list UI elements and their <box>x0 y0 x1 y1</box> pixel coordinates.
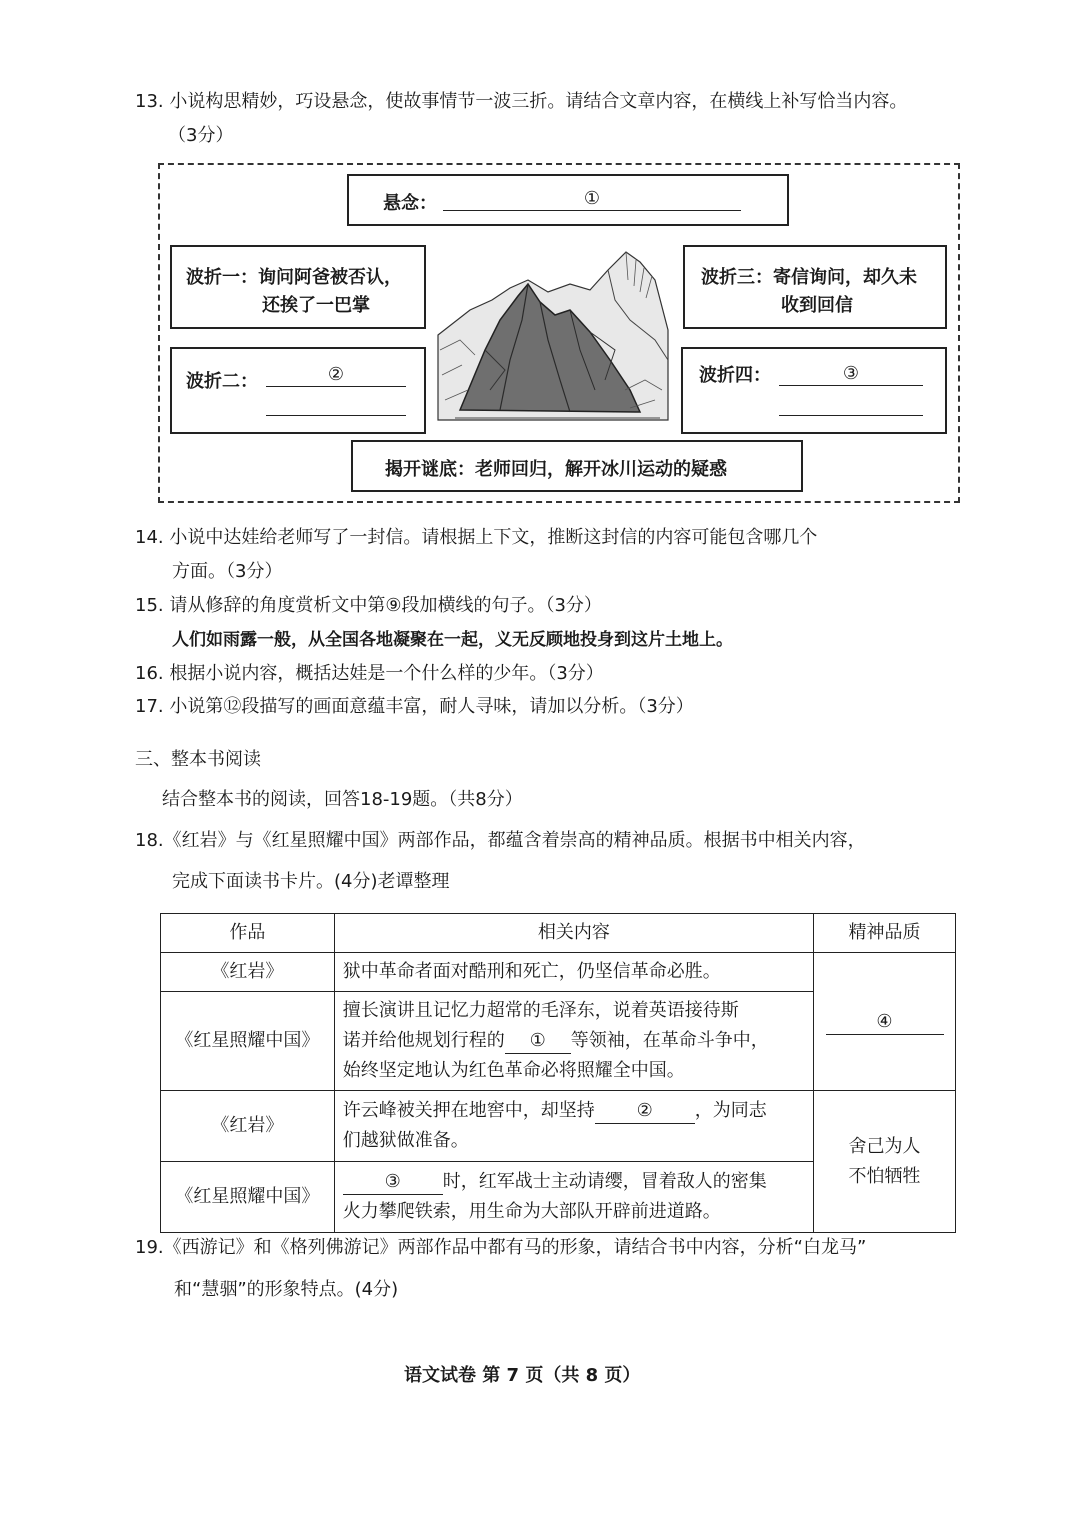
twist4-label: 波折四： <box>699 365 771 386</box>
table-row <box>161 1091 956 1162</box>
header-quality: 精神品质 <box>814 914 956 953</box>
header-work: 作品 <box>161 914 335 953</box>
q14-line2: 方面。（3分） <box>172 561 283 582</box>
blank-3-line2[interactable] <box>779 415 923 416</box>
reading-card-table <box>160 913 956 1233</box>
q15-quote: 人们如雨露一般，从全国各地凝聚在一起，义无反顾地投身到这片土地上。 <box>172 630 733 650</box>
q19-line2: 和“慧骃”的形象特点。(4分) <box>174 1279 399 1300</box>
suspense-label: 悬念： <box>383 193 437 214</box>
twist3-line1: 波折三：寄信询问，却久未 <box>701 267 917 288</box>
blank-1[interactable]: ① <box>443 188 741 211</box>
header-content: 相关内容 <box>334 914 813 953</box>
row2-content <box>334 992 813 1091</box>
row2-content-d: 始终坚定地认为红色革命必将照耀全中国。 <box>342 1060 685 1081</box>
quality2-line1: 舍己为人 <box>848 1135 921 1157</box>
twist1-box <box>170 245 426 329</box>
table-blank-2[interactable]: ② <box>595 1099 695 1124</box>
table-header-row <box>161 914 956 953</box>
twist2-box <box>170 347 426 434</box>
row3-content-a: 许云峰被关押在地窖中，却坚持 <box>342 1100 595 1121</box>
suspense-box <box>347 174 789 226</box>
row3-content <box>334 1091 813 1162</box>
blank-4[interactable]: ④ <box>826 1010 944 1035</box>
row2-content-b-line <box>343 1026 805 1056</box>
twist1-line1: 波折一：询问阿爸被否认， <box>186 267 402 288</box>
quality-cell-1 <box>814 953 956 1091</box>
row4-content <box>334 1162 813 1233</box>
blank-3[interactable]: ③ <box>779 363 923 386</box>
q19-line1: 19.《西游记》和《格列佛游记》两部作品中都有马的形象，请结合书中内容，分析“白龙马” <box>135 1237 867 1258</box>
row3-work: 《红岩》 <box>161 1091 335 1162</box>
quality2-line2: 不怕牺牲 <box>848 1165 921 1187</box>
q13-line1: 13. 小说构思精妙，巧设悬念，使故事情节一波三折。请结合文章内容，在横线上补写恰当内容。 <box>135 91 908 112</box>
twist1-line2: 还挨了一巴掌 <box>262 295 370 316</box>
section3-title: 三、整本书阅读 <box>135 749 261 770</box>
q15-line1: 15. 请从修辞的角度赏析文中第⑨段加横线的句子。（3分） <box>135 595 602 616</box>
blank-2-line2[interactable] <box>266 415 406 416</box>
reveal-box <box>351 440 803 492</box>
row2-content-a: 擅长演讲且记忆力超常的毛泽东，说着英语接待斯 <box>342 1000 739 1021</box>
q18-line1: 18.《红岩》与《红星照耀中国》两部作品，都蕴含着崇高的精神品质。根据书中相关内容， <box>135 830 866 851</box>
q14-line1: 14. 小说中达娃给老师写了一封信。请根据上下文，推断这封信的内容可能包含哪几个 <box>135 527 818 548</box>
table-blank-3[interactable]: ③ <box>343 1170 443 1195</box>
section3-intro: 结合整本书的阅读，回答18-19题。（共8分） <box>162 789 523 810</box>
row2-work: 《红星照耀中国》 <box>161 992 335 1091</box>
blank-2[interactable]: ② <box>266 364 406 387</box>
row1-work: 《红岩》 <box>161 953 335 992</box>
page-footer: 语文试卷 第 7 页（共 8 页） <box>404 1365 641 1386</box>
twist3-box <box>683 245 947 329</box>
row3-content-c: 们越狱做准备。 <box>342 1130 469 1151</box>
q13-line2: （3分） <box>168 125 234 146</box>
reveal-text: 揭开谜底：老师回归，解开冰川运动的疑惑 <box>385 459 727 480</box>
row3-content-line1 <box>343 1096 805 1126</box>
twist3-line2: 收到回信 <box>781 295 853 316</box>
row2-content-c: 等领袖，在革命斗争中， <box>570 1030 769 1051</box>
table-row <box>161 953 956 992</box>
q18-line2: 完成下面读书卡片。(4分)老谭整理 <box>172 871 450 892</box>
row4-content-b: 火力攀爬铁索，用生命为大部队开辟前进道路。 <box>342 1201 721 1222</box>
row3-content-b: ，为同志 <box>694 1100 767 1121</box>
q16-text: 16. 根据小说内容，概括达娃是一个什么样的少年。（3分） <box>135 663 604 684</box>
q17-text: 17. 小说第⑫段描写的画面意蕴丰富，耐人寻味，请加以分析。（3分） <box>135 696 694 717</box>
table-blank-1[interactable]: ① <box>505 1029 571 1054</box>
mountain-illustration <box>430 240 670 430</box>
row4-work: 《红星照耀中国》 <box>161 1162 335 1233</box>
row2-content-b: 诺并给他规划行程的 <box>342 1030 505 1051</box>
row1-content: 狱中革命者面对酷刑和死亡，仍坚信革命必胜。 <box>334 953 813 992</box>
quality-cell-2 <box>814 1091 956 1233</box>
row4-content-a: 时，红军战士主动请缨，冒着敌人的密集 <box>442 1171 767 1192</box>
twist2-label: 波折二： <box>186 371 258 392</box>
twist4-box <box>681 347 947 434</box>
row4-content-line1 <box>343 1167 805 1197</box>
